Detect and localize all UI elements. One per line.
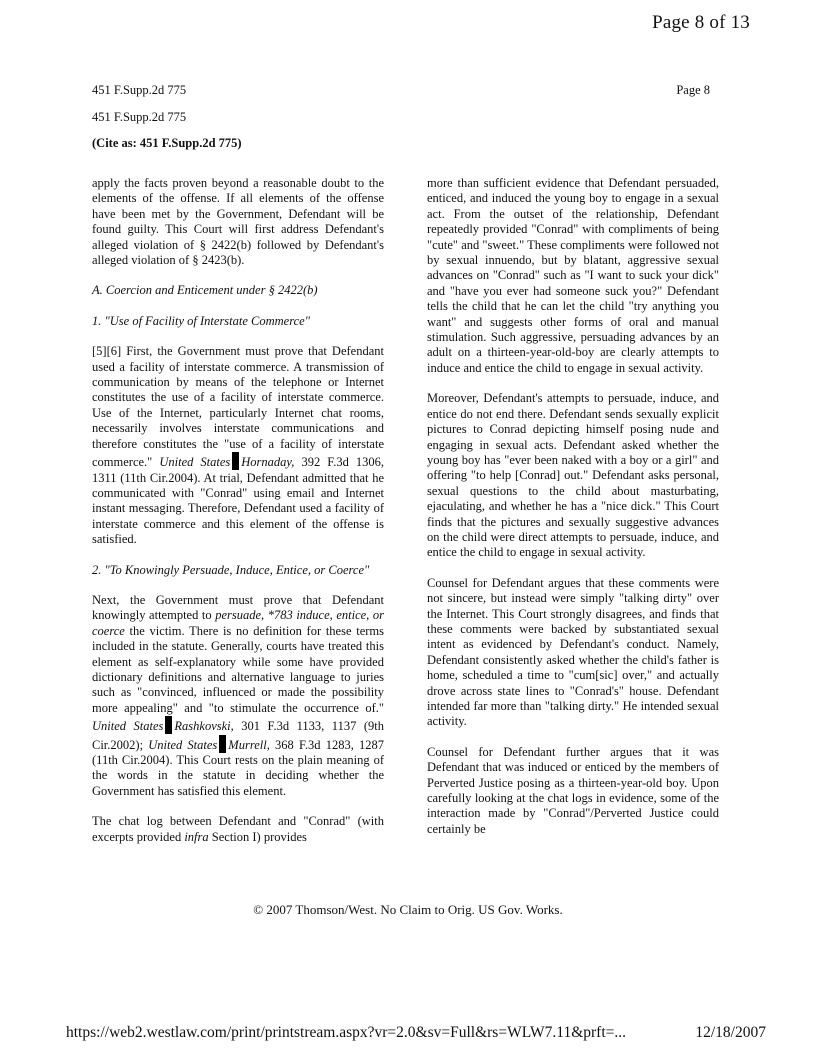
citation-line-2: 451 F.Supp.2d 775 [92, 110, 187, 124]
paragraph-text: [5][6] First, the Government must prove that Defendant used a facility of interstate commerce. A transmission of communication by means of the telephone or Internet constitutes the use of a facility of interstate commerce. Use of the Internet, particularly Internet chat rooms, necessarily involves interstate communications and therefore constitutes the "use of a facility of interstate commerce." [92, 344, 384, 470]
left-paragraph-4 [92, 814, 384, 845]
right-paragraph-3: Counsel for Defendant argues that these comments were not sincere, but instead were simply "talking dirty" over the Internet. This Court strongly disagrees, and finds that these comments were backed by substantiated sexual intent as evidenced by Defendant's conduct. Namely, Defendant consistently asked whether the child's father is home, scheduled a time to "cum[sic] over," and actually drove across state lines to "Conrad's" house. Defendant intended far more than "talking dirty." He intended sexual activity. [427, 575, 719, 729]
paragraph-text: 368 F.3d 1283, 1287 (11th Cir.2004). This Court rests on the plain meaning of the words in the statute in deciding whether the Government has satisfied this element. [92, 737, 385, 798]
page-label: Page 8 [676, 83, 710, 97]
left-paragraph-2 [92, 344, 384, 547]
right-paragraph-1: more than sufficient evidence that Defendant persuaded, enticed, and induced the young boy to engage in a sexual act. From the outset of the relationship, Defendant repeatedly provided "Conrad" with compliments of being "cute" and "sweet." These compliments were followed not by sexual innuendo, but by blatant, aggressive sexual advances on "Conrad" such as "I want to suck your dick" and "have you ever had someone suck you?" Defendant tells the child that he can let the child "try anything you want" and suggests other forms of oral and manual stimulation. Such aggressive, persuading advances by an adult on a thirteen-year-old-boy are clearly attempts to induce and entice the child to engage in sexual activity. [427, 176, 719, 375]
subsection-heading-1: 1. "Use of Facility of Interstate Commerce" [92, 313, 310, 328]
section-heading-a: A. Coercion and Enticement under § 2422(b) [92, 283, 318, 298]
paragraph-text: 392 F.3d 1306, 1311 (11th Cir.2004). At trial, Defendant admitted that he communicated with "Conrad" using email and Internet instant messaging. Therefore, Defendant used a facility of interstate commerce and this element of the offense is satisfied. [92, 455, 385, 547]
redaction-mark [219, 735, 226, 753]
left-paragraph-1: apply the facts proven beyond a reasonable doubt to the elements of the offense. If all elements of the offense have been met by the Government, Defendant will be found guilty. This Court will first address Defendant's alleged violation of § 2422(b) followed by Defendant's alleged violation of § 2423(b). [92, 176, 384, 268]
left-paragraph-3 [92, 593, 384, 799]
right-paragraph-4: Counsel for Defendant further argues that it was Defendant that was induced or enticed by the members of Perverted Justice posing as a thirteen-year-old boy. Upon carefully looking at the chat logs in evidence, some of the interaction made by "Conrad"/Perverted Justice could certainly be [427, 744, 719, 836]
print-url[interactable]: https://web2.westlaw.com/print/printstream.aspx?vr=2.0&sv=Full&rs=WLW7.11&prft=... [66, 1024, 627, 1041]
left-column [92, 176, 384, 860]
case-name: Hornaday, [241, 455, 295, 470]
paragraph-text: Section I) provides [208, 829, 307, 844]
emphasized-term: infra [184, 829, 209, 844]
subsection-heading-2: 2. "To Knowingly Persuade, Induce, Entice, or Coerce" [92, 562, 370, 577]
case-name: Murrell, [228, 737, 270, 752]
right-paragraph-2: Moreover, Defendant's attempts to persuade, induce, and entice do not end there. Defendant sends sexually explicit pictures to Conrad depicting himself posing nude and engaging in sexual acts. Defendant asked whether the young boy has "ever been naked with a boy or a girl" and offering "to help [Conrad] out." Defendant asks personal, sexual questions to the child about masturbating, ejaculating, and whether he has a "nice dick." This Court finds that the pictures and sexually suggestive advances on the child were direct attempts to persuade, induce, and entice the child to engage in sexual activity. [427, 391, 719, 560]
case-name: United States [159, 455, 231, 470]
paragraph-text: the victim. There is no definition for these terms included in the statute. Generally, courts have treated this element as self-explanatory while some have provided dictionary definitions and alternative language to juries such as "convinced, influenced or made the possibility more appealing" and "to stimulate the occurrence of." [92, 623, 384, 715]
page-counter: Page 8 of 13 [652, 12, 750, 33]
copyright-notice: © 2007 Thomson/West. No Claim to Orig. US Gov. Works. [253, 902, 563, 917]
case-name: Rashkovski, [174, 719, 234, 734]
case-name: United States [148, 737, 218, 752]
redaction-mark [232, 452, 239, 470]
redaction-mark [165, 716, 172, 734]
cite-as-line: (Cite as: 451 F.Supp.2d 775) [92, 136, 242, 150]
citation-line-1: 451 F.Supp.2d 775 [92, 83, 187, 97]
paragraph-text: Next, the Government must prove that Defendant knowingly attempted to [92, 592, 384, 623]
paragraph-text: The chat log between Defendant and "Conrad" (with excerpts provided [92, 814, 384, 844]
paragraph-text: 301 F.3d 1133, 1137 (9th Cir.2002); [92, 719, 384, 752]
case-name: United States [92, 719, 164, 734]
right-column [427, 176, 719, 852]
emphasized-terms: persuade, *783 induce, entice, or coerce [92, 608, 384, 638]
print-date: 12/18/2007 [695, 1024, 766, 1041]
